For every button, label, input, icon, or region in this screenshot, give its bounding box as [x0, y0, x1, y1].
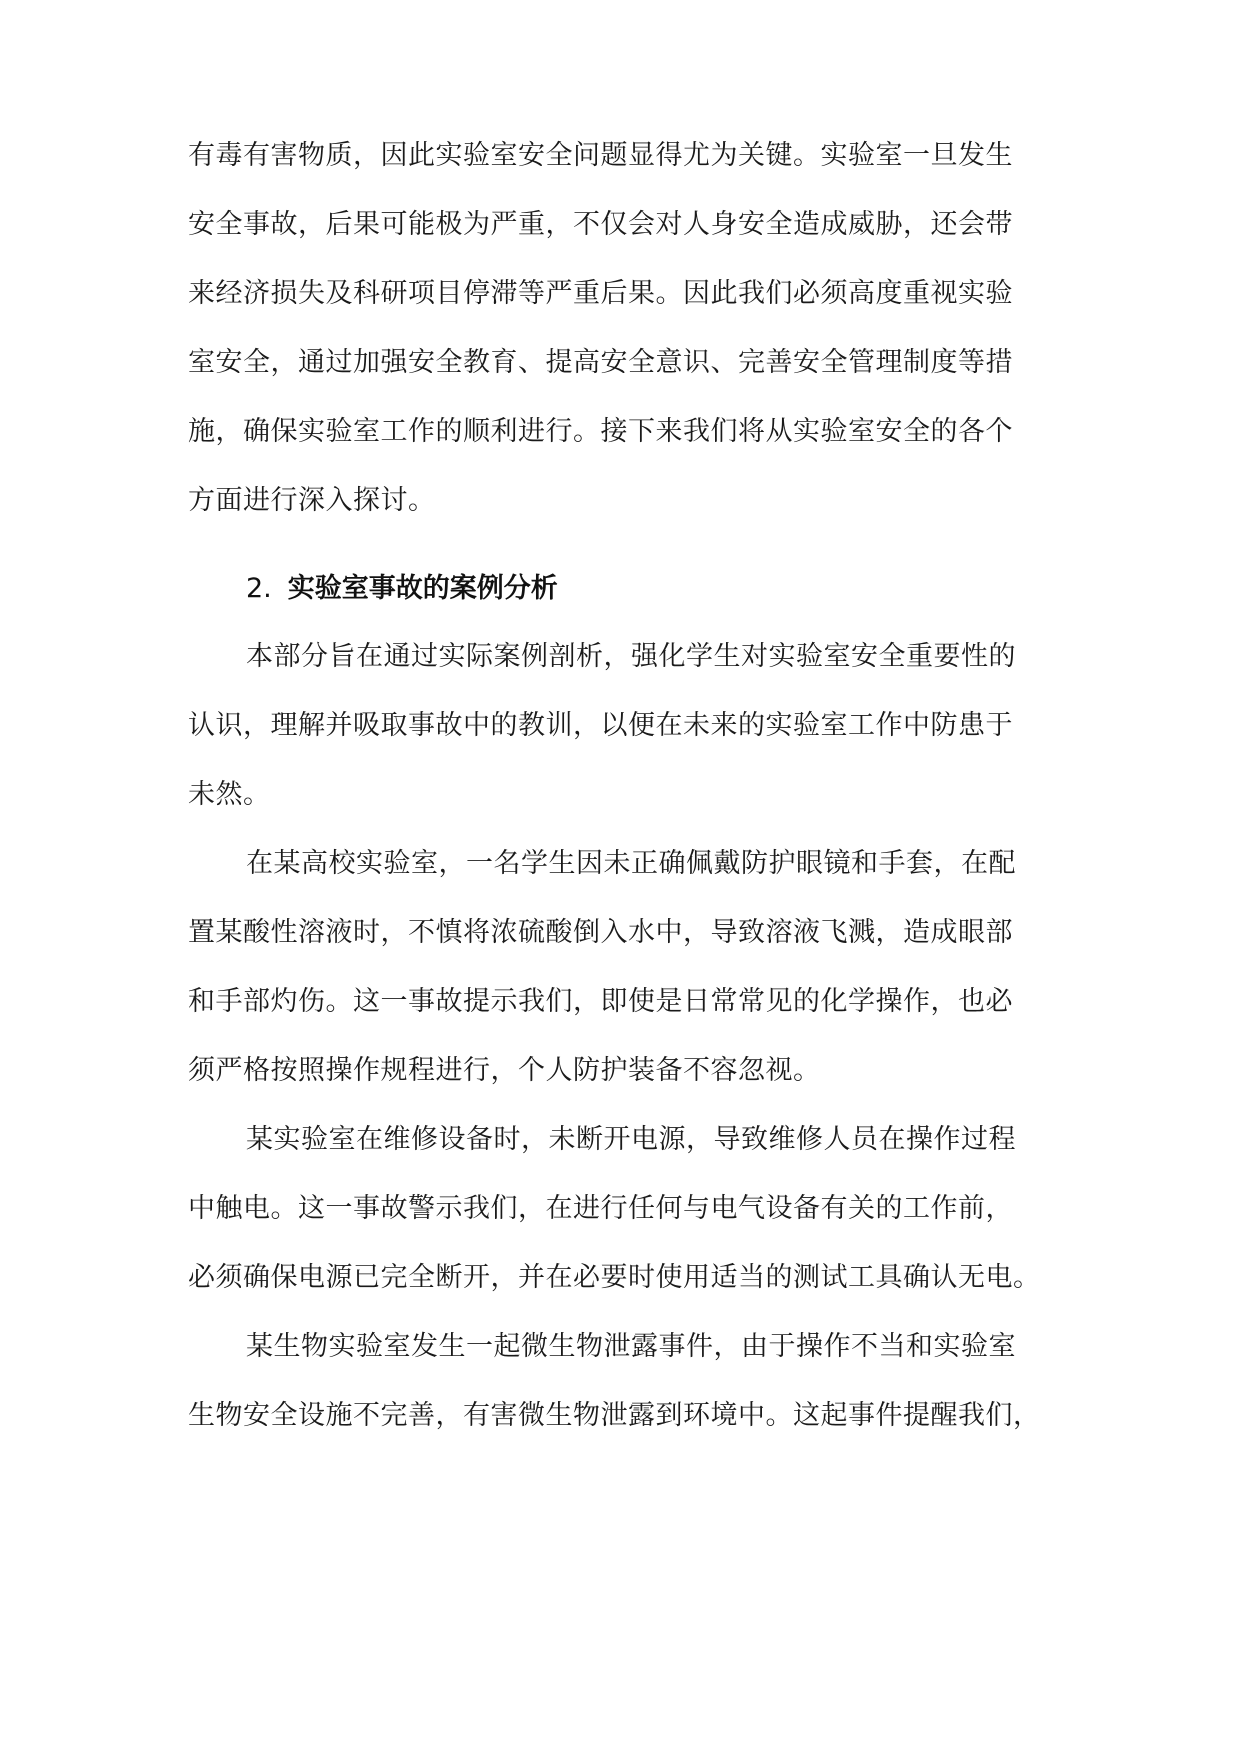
intro-line-1: 有毒有害物质，因此实验室安全问题显得尤为关键。实验室一旦发生 [188, 140, 1013, 171]
para2-line-4: 须严格按照操作规程进行，个人防护装备不容忽视。 [188, 1055, 821, 1086]
para2-line-1: 在某高校实验室，一名学生因未正确佩戴防护眼镜和手套，在配 [246, 848, 1016, 879]
intro-line-6: 方面进行深入探讨。 [188, 485, 436, 516]
section-title: 实验室事故的案例分析 [287, 573, 558, 604]
para4-line-1: 某生物实验室发生一起微生物泄露事件，由于操作不当和实验室 [246, 1331, 1016, 1362]
para4-line-2: 生物安全设施不完善，有害微生物泄露到环境中。这起事件提醒我们， [188, 1400, 1041, 1431]
intro-line-4: 室安全，通过加强安全教育、提高安全意识、完善安全管理制度等措 [188, 347, 1013, 378]
para3-line-2: 中触电。这一事故警示我们，在进行任何与电气设备有关的工作前， [188, 1193, 1013, 1224]
para2-line-3: 和手部灼伤。这一事故提示我们，即使是日常常见的化学操作，也必 [188, 986, 1013, 1017]
intro-line-3: 来经济损失及科研项目停滞等严重后果。因此我们必须高度重视实验 [188, 278, 1013, 309]
section-number: 2. [246, 573, 272, 604]
para2-line-2: 置某酸性溶液时，不慎将浓硫酸倒入水中，导致溶液飞溅，造成眼部 [188, 917, 1013, 948]
para1-line-1: 本部分旨在通过实际案例剖析，强化学生对实验室安全重要性的 [246, 641, 1016, 672]
para3-line-1: 某实验室在维修设备时，未断开电源，导致维修人员在操作过程 [246, 1124, 1016, 1155]
section-heading [246, 569, 558, 609]
intro-line-5: 施，确保实验室工作的顺利进行。接下来我们将从实验室安全的各个 [188, 416, 1013, 447]
para1-line-3: 未然。 [188, 779, 271, 810]
para1-line-2: 认识，理解并吸取事故中的教训，以便在未来的实验室工作中防患于 [188, 710, 1013, 741]
intro-line-2: 安全事故，后果可能极为严重，不仅会对人身安全造成威胁，还会带 [188, 209, 1013, 240]
para3-line-3: 必须确保电源已完全断开，并在必要时使用适当的测试工具确认无电。 [188, 1262, 1041, 1293]
